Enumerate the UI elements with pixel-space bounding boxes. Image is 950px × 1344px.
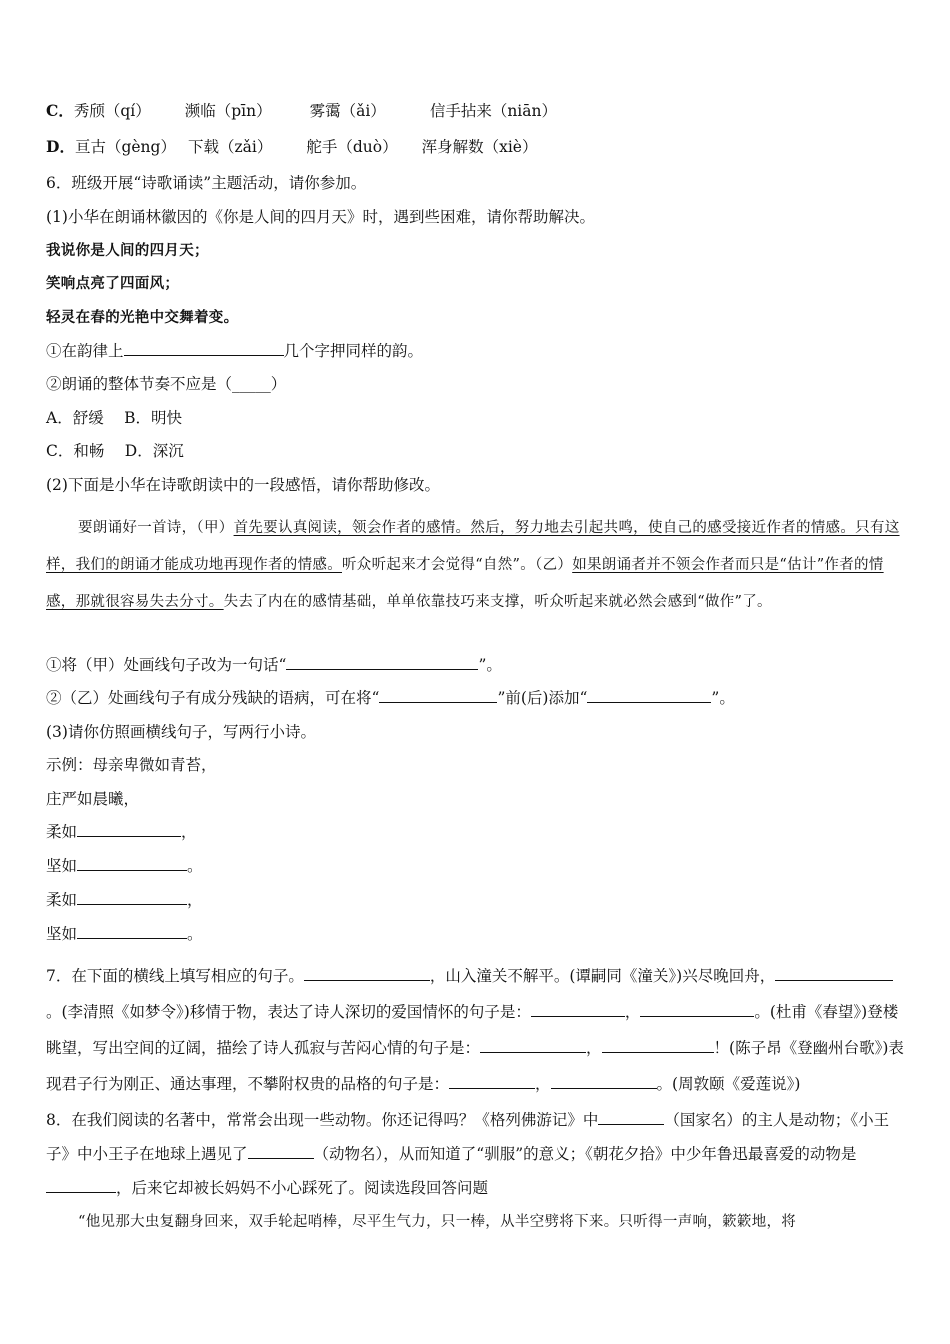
q7-text-k: 。(周敦颐《爱莲说》)	[656, 1075, 801, 1093]
rhyme-blank[interactable]	[124, 341, 284, 356]
answer-2-label: 坚如	[46, 857, 78, 875]
q6-revise-2	[46, 688, 735, 708]
q8-text-e: 爱的动物是	[778, 1145, 857, 1163]
q6-sub1	[46, 341, 423, 361]
poem-line-2: 笑响点亮了四面风；	[46, 275, 180, 292]
q8-text-c: 《小王子》中小王子在地球上遇见了	[46, 1111, 890, 1163]
q8-blank-3[interactable]	[46, 1178, 116, 1193]
revise-1-text-b: ”。	[478, 656, 502, 674]
answer-3-end: ，	[187, 891, 203, 909]
q6-sub1-text-a: ①在韵律上	[46, 342, 124, 360]
q8-text-a: 8．在我们阅读的名著中，常常会出现一些动物。你还记得吗？《格列佛游记》中	[46, 1111, 599, 1129]
q7-block	[46, 958, 904, 1102]
revise-2-blank-1[interactable]	[379, 688, 497, 703]
answer-2-end: 。	[187, 857, 203, 875]
answer-3-blank[interactable]	[77, 890, 187, 905]
revise-1-blank[interactable]	[286, 655, 478, 670]
passage-underline-jia: 首先要认真阅读，领会作者的感情。然后，努力地去引起共鸣，使自己的感受接近作者的情感。只有这样，我们的朗诵才能成功地再现作者的情感。	[46, 520, 900, 573]
q7-text-g: ，	[586, 1039, 602, 1057]
option-d-word-1: 亘古（gèng）	[74, 138, 176, 156]
q7-text-e: 。(杜甫《春望》)	[754, 1003, 868, 1021]
option-c-word-2: 濒临（pīn）	[184, 102, 272, 120]
q6-options-ab: A．舒缓 B．明快	[46, 409, 183, 427]
answer-4-label: 坚如	[46, 925, 78, 943]
option-c-letter: C．	[46, 101, 74, 120]
q7-blank-5[interactable]	[480, 1038, 586, 1053]
q8-text-f: ，后来它却被长妈妈不小心踩死了。阅读选段回答问题	[116, 1179, 489, 1197]
q6-revise-1	[46, 655, 502, 675]
option-d-letter: D．	[46, 137, 75, 156]
q7-text-b: ，山入潼关不解平。(谭嗣同《潼关》)兴尽晚回舟，	[429, 967, 776, 985]
option-c-word-1: 秀颀（qí）	[73, 102, 151, 120]
q7-blank-4[interactable]	[640, 1002, 754, 1017]
passage-seg-5: 失去了内在的感情基础，单单依靠技巧来支撑，听众听起来就必然会感到“做作”了。	[223, 594, 772, 610]
answer-3-label: 柔如	[46, 891, 78, 909]
q7-text-h: ！(陈子昂《登幽州	[713, 1039, 844, 1057]
answer-2-blank[interactable]	[77, 856, 187, 871]
revise-2-text-b: ”前(后)添加“	[497, 689, 588, 707]
q6-options-cd: C．和畅 D．深沉	[46, 442, 184, 460]
q7-blank-6[interactable]	[602, 1038, 714, 1053]
option-d-row	[46, 137, 537, 157]
q6-part2: (2)下面是小华在诗歌朗读中的一段感悟，请你帮助修改。	[46, 476, 440, 494]
q8-blank-2[interactable]	[248, 1144, 314, 1159]
passage-seg-3: 听众听起来才会觉得“自然”。（乙）	[342, 557, 573, 573]
revise-2-text-a: ②（乙）处画线句子有成分残缺的语病，可在将“	[46, 689, 380, 707]
q7-blank-2[interactable]	[775, 966, 893, 981]
option-c-row	[46, 101, 557, 121]
poem-line-3: 轻灵在春的光艳中交舞着变。	[46, 309, 239, 326]
q8-blank-1[interactable]	[598, 1110, 664, 1125]
answer-1-end: ，	[181, 823, 197, 841]
passage-underline-yi: 如果朗诵者并不领会作者而只是“估计”作者的情感，那就很容易失去分寸。	[46, 557, 884, 610]
q7-text-c: 。(李清照《如梦令》)移情于物，表达了诗人深切的爱国情怀的句子是：	[46, 1003, 531, 1021]
option-d-word-3: 舵手（duò）	[306, 138, 398, 156]
revise-2-blank-2[interactable]	[587, 688, 711, 703]
answer-1-blank[interactable]	[77, 822, 181, 837]
q8-quote: “他见那大虫复翻身回来，双手轮起哨棒，尽平生气力，只一棒，从半空劈将下来。只听得一声响，簌簌地，将	[78, 1214, 797, 1230]
poem-line-1: 我说你是人间的四月天；	[46, 242, 209, 259]
q8-text-d: （动物名），从而知道了“驯服”的意义；《朝花夕拾》中少年鲁迅最喜	[313, 1145, 779, 1163]
option-c-word-3: 雾霭（ǎi）	[309, 102, 386, 120]
poem-answer-3	[46, 890, 203, 910]
q7-text-f: 登楼眺望，写出空间的辽阔，描绘了诗人孤寂与苦闷心情的句子是：	[46, 1003, 899, 1057]
q6-part1: (1)小华在朗诵林徽因的《你是人间的四月天》时，遇到些困难，请你帮助解决。	[46, 208, 595, 226]
q6-intro: 6．班级开展“诗歌诵读”主题活动，请你参加。	[46, 174, 367, 192]
q8-text-b: （国家名）的主人是动物；	[664, 1111, 851, 1129]
q8-block	[46, 1103, 904, 1205]
q6-passage	[46, 510, 904, 621]
poem-answer-2	[46, 856, 203, 876]
q7-text-i: 台歌》)表现君子行为刚正、通达事理，不攀附权贵的品格的句子是：	[46, 1039, 904, 1093]
q7-blank-3[interactable]	[531, 1002, 625, 1017]
q7-text-a: 7．在下面的横线上填写相应的句子。	[46, 967, 304, 985]
option-d-word-2: 下载（zǎi）	[187, 138, 273, 156]
poem-answer-1	[46, 822, 197, 842]
example-line-1: 示例：母亲卑微如青苔，	[46, 756, 217, 774]
revise-2-text-c: ”。	[711, 689, 735, 707]
example-line-2: 庄严如晨曦，	[46, 790, 140, 808]
q7-blank-8[interactable]	[551, 1074, 657, 1089]
q7-text-d: ，	[624, 1003, 641, 1021]
answer-4-end: 。	[187, 925, 203, 943]
q7-text-j: ，	[535, 1075, 551, 1093]
answer-4-blank[interactable]	[77, 924, 187, 939]
poem-answer-4	[46, 924, 203, 944]
passage-seg-1: 要朗诵好一首诗，（甲）	[78, 520, 234, 536]
q6-sub2: ②朗诵的整体节奏不应是（_____）	[46, 375, 287, 393]
option-d-word-4: 浑身解数（xiè）	[421, 138, 538, 156]
revise-1-text-a: ①将（甲）处画线句子改为一句话“	[46, 656, 287, 674]
answer-1-label: 柔如	[46, 823, 78, 841]
q6-part3: (3)请你仿照画横线句子，写两行小诗。	[46, 723, 316, 741]
q7-blank-7[interactable]	[449, 1074, 535, 1089]
q7-blank-1[interactable]	[304, 966, 430, 981]
option-c-word-4: 信手拈来（niān）	[429, 102, 557, 120]
q6-sub1-text-b: 几个字押同样的韵。	[283, 342, 424, 360]
